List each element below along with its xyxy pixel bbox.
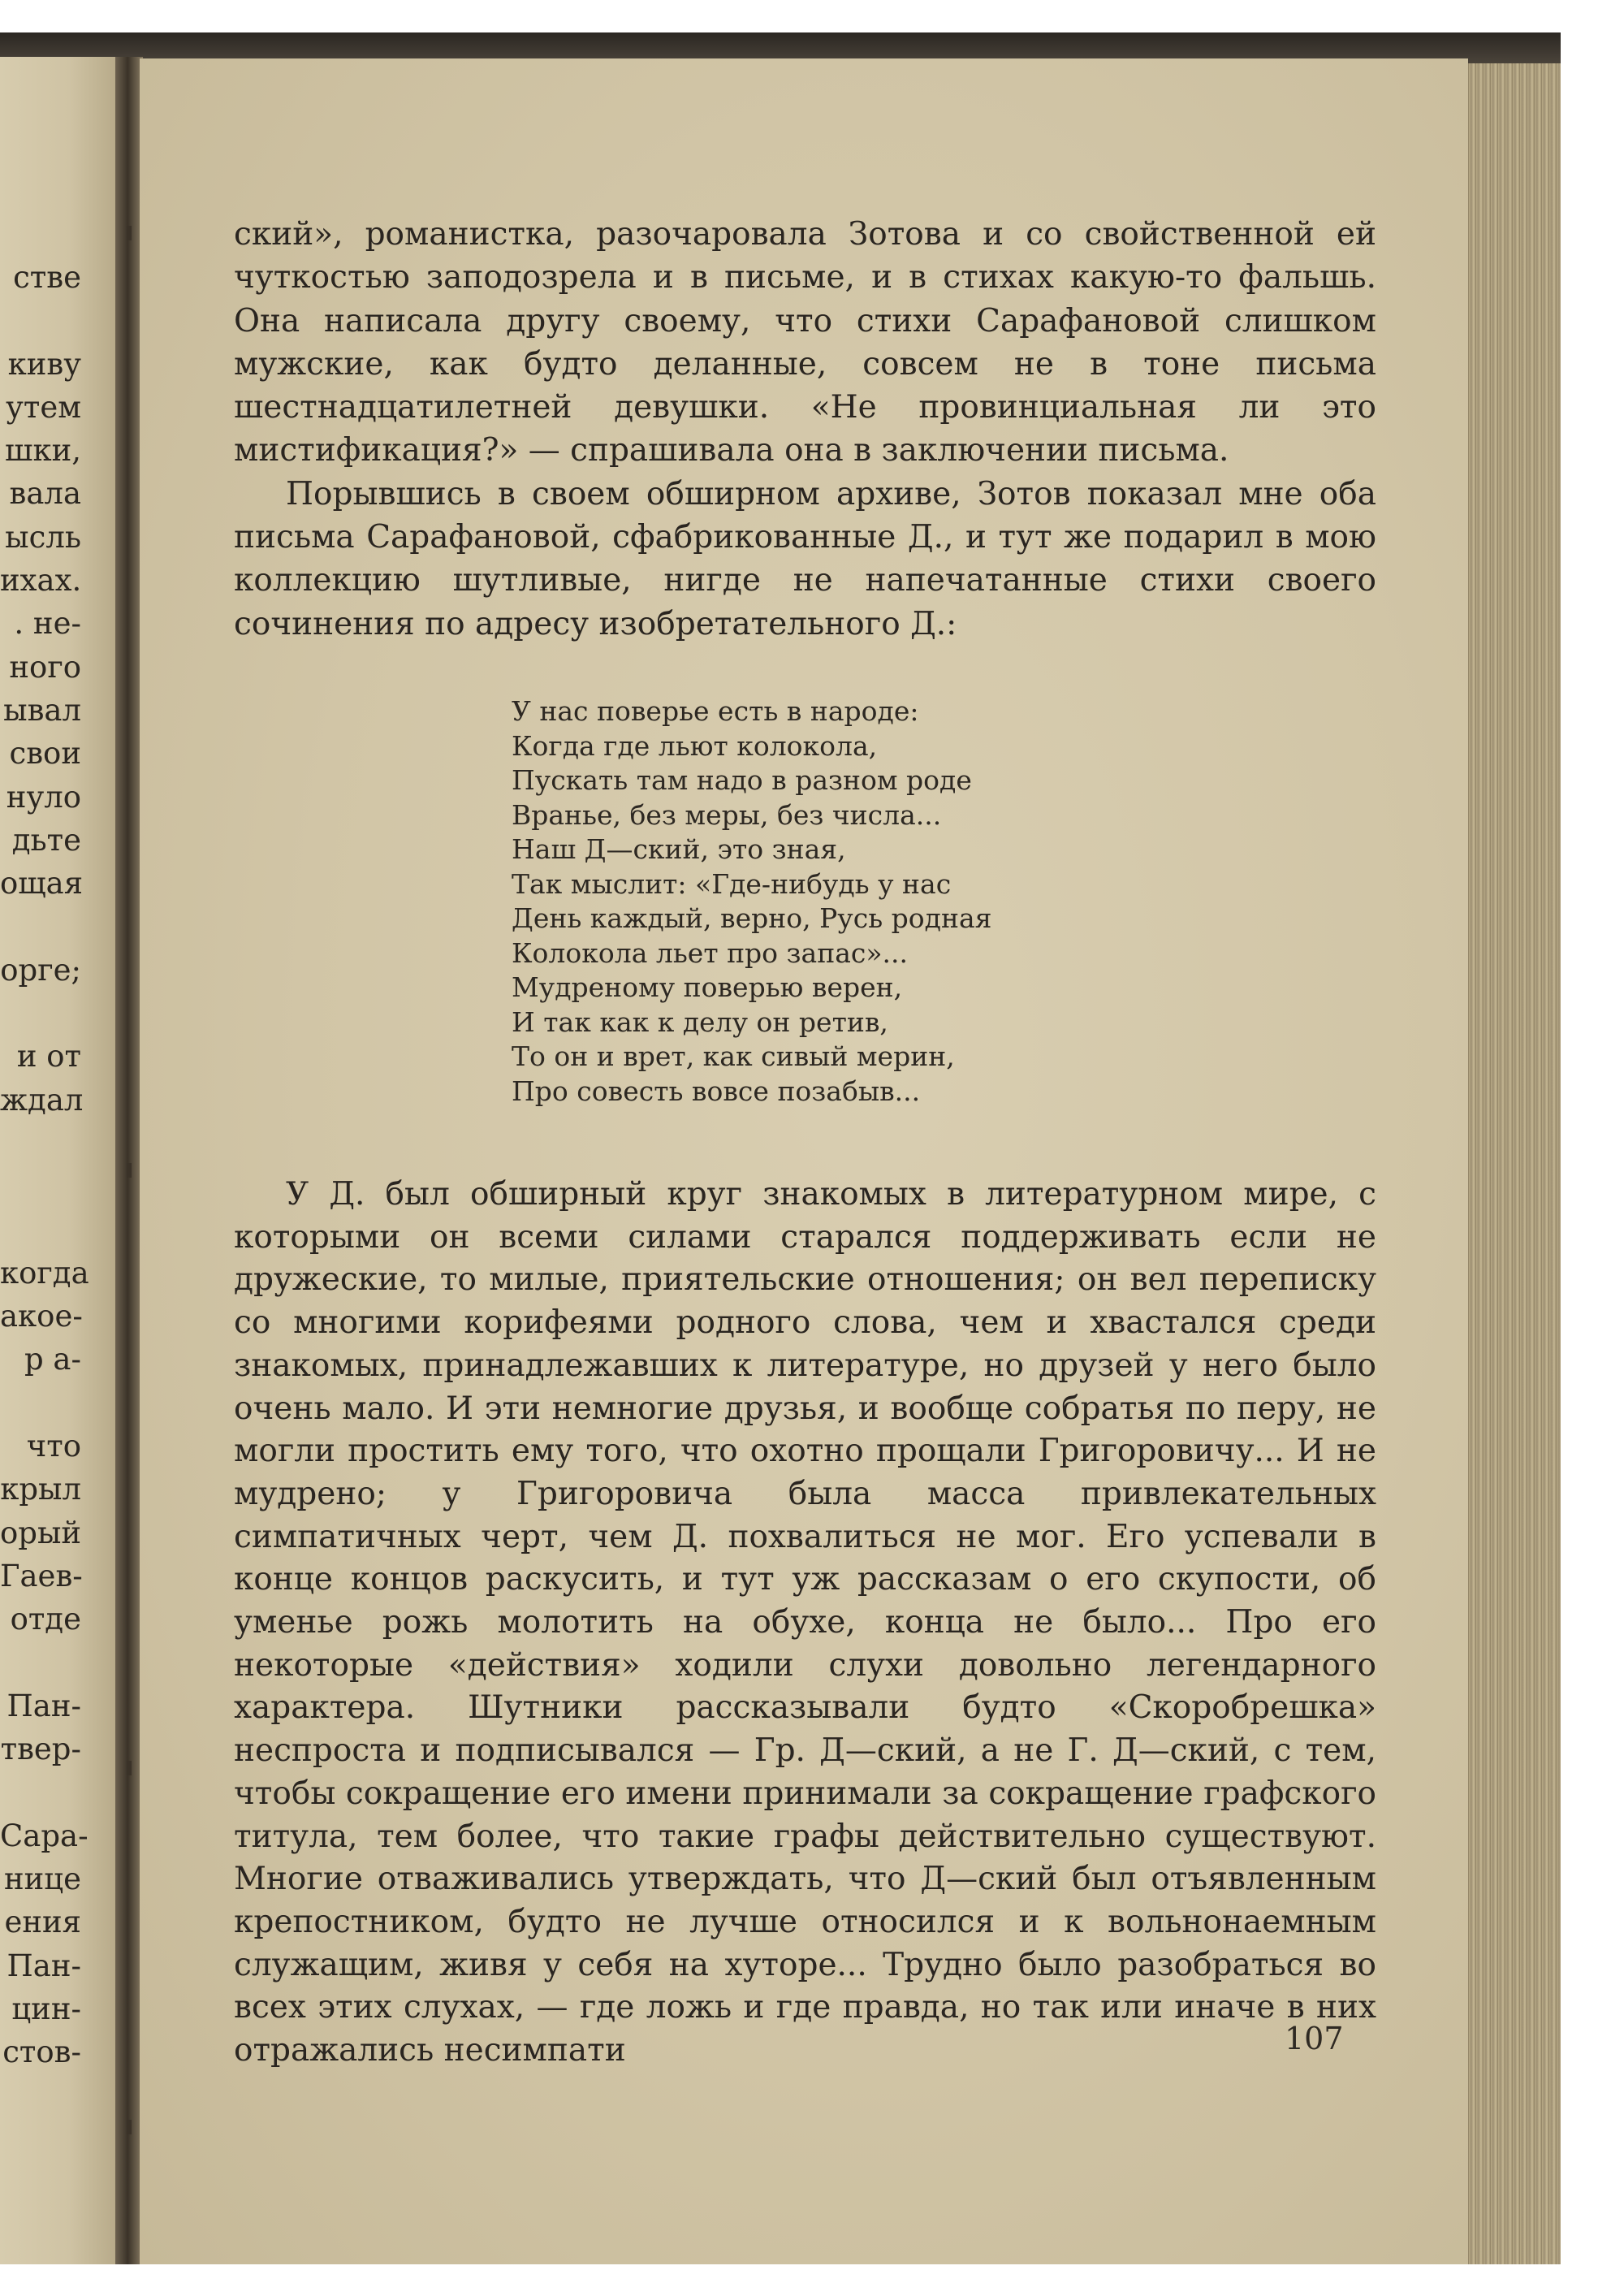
poem-line: Так мыслит: «Где-нибудь у нас <box>512 867 952 900</box>
left-page-fragment <box>0 1209 81 1252</box>
poem-line: Наш Д—ский, это зная, <box>512 833 846 865</box>
poem-line: Пускать там надо в разном роде <box>512 764 972 796</box>
left-page-fragment: Пан- <box>6 1688 81 1723</box>
left-page-fragment: Сара- <box>0 1818 89 1853</box>
poem <box>512 694 991 1109</box>
poem-line: Мудреному поверью верен, <box>512 971 903 1003</box>
left-page-fragment: Пан- <box>6 1948 81 1983</box>
left-page-fragment: киву <box>7 346 81 382</box>
left-page-fragment: нуло <box>6 779 81 815</box>
poem-line: Вранье, без меры, без числа... <box>512 798 942 831</box>
left-page-fragment: р а- <box>24 1342 81 1377</box>
binding-mark <box>127 2120 132 2134</box>
poem-line: У нас поверье есть в народе: <box>512 695 919 727</box>
poem-line: Про совесть вовсе позабыв... <box>512 1074 921 1107</box>
left-page-fragment: цин- <box>11 1991 81 2026</box>
poem-line: И так как к делу он ретив, <box>512 1005 888 1038</box>
left-page-fragment: стов- <box>2 2034 81 2070</box>
left-page-fragment: орый <box>0 1515 82 1550</box>
left-page-fragment <box>0 1641 81 1684</box>
left-page-fragment: ощая <box>0 866 84 902</box>
left-page-fragment: стве <box>13 260 81 295</box>
poem-line: Колокола льет про запас»... <box>512 936 909 969</box>
left-page-fragment: крыл <box>0 1472 81 1507</box>
left-page-fragment: . не- <box>14 606 81 642</box>
book-gutter <box>115 57 143 2264</box>
page-block-edges <box>1462 63 1561 2264</box>
main-text-top <box>234 213 1376 646</box>
left-page-fragment: Гаев- <box>0 1558 83 1593</box>
left-page-fragment: ения <box>4 1905 81 1940</box>
left-page-fragment: отде <box>10 1602 81 1637</box>
poem-line: То он и врет, как сивый мерин, <box>512 1040 955 1072</box>
poem-line: День каждый, верно, Русь родная <box>512 902 992 934</box>
left-page-fragment: нице <box>3 1861 81 1896</box>
left-page-fragment <box>0 992 81 1035</box>
left-page-fragment: шки, <box>5 433 81 469</box>
left-page-fragment: свои <box>9 736 81 772</box>
binding-mark <box>127 226 132 240</box>
poem-line: Когда где льют колокола, <box>512 729 878 762</box>
left-page-fragment: и от <box>16 1039 81 1074</box>
left-page-fragment: твер- <box>0 1732 81 1767</box>
left-page-fragment: ихах. <box>0 563 82 599</box>
left-page-fragment: что <box>26 1429 81 1464</box>
main-text-bottom <box>234 1174 1376 2073</box>
left-page-fragment <box>0 905 81 948</box>
paragraph-1: ский», романистка, разочаровала Зотова и со свойственной ей чуткостью заподозрела и в письме, и в стихах какую-то фальшь. Она написала другу своему, что стихи Сарафановой слишком мужские, как будто деланные, совсем не в тоне письма шестнадцатилетней девушки. «Не провинциальная ли это мистификация?» — спрашивала она в заключении письма. <box>234 216 1376 469</box>
left-page-fragment: утем <box>6 389 81 425</box>
left-page-fragment: вала <box>9 476 81 512</box>
left-page-fragment <box>0 1165 81 1208</box>
left-page-fragment <box>0 1771 81 1814</box>
left-page-fragment: ывал <box>3 692 81 728</box>
left-page-fragment: ысль <box>5 519 81 555</box>
binding-mark <box>127 1163 132 1178</box>
binding-mark <box>127 1761 132 1775</box>
paragraph-3: У Д. был обширный круг знакомых в литературном мире, с которыми он всеми силами старался поддерживать если не дружеские, то милые, приятельские отношения; он вел переписку со многими корифеями родного слова, чем и хвастался среди знакомых, принадлежавших к литературе, но друзей у него было очень мало. И эти немногие друзья, и вообще собратья по перу, не могли простить ему того, что охотно прощали Григоровичу... И не мудрено; у Григоровича была масса привлекательных симпатичных черт, чем Д. похвалиться не мог. Его успевали в конце концов раскусить, и тут уж рассказам о его скупости, об уменье рожь молотить на обухе, конца не было... Про его некоторые «действия» ходили слухи довольно легендарного характера. Шутники рассказывали будто «Скоробрешка» неспроста и подписывался — Гр. Д—ский, а не Г. Д—ский, с тем, чтобы сокращение его имени принимали за сокращение графского титула, тем более, что такие графы действительно существуют. Многие отваживались утверждать, что Д—ский был отъявленным крепостником, будто не лучше относился и к вольнонаемным служащим, живя у себя на хуторе... Трудно было разобраться во всех этих слухах, — где ложь и где правда, но так или иначе в них отражались несимпати <box>234 1176 1376 2069</box>
left-page-fragment <box>0 299 81 342</box>
left-page-fragment: орге; <box>0 952 81 988</box>
left-page <box>0 57 115 2264</box>
paragraph-2: Порывшись в своем обширном архиве, Зотов показал мне оба письма Сарафановой, сфабрикованные Д., и тут же подарил в мою коллекцию шутливые, нигде не напечатанные стихи своего сочинения по адресу изобретательного Д.: <box>234 475 1376 642</box>
page-number: 107 <box>1285 2021 1344 2056</box>
left-page-fragment: ного <box>9 649 81 685</box>
left-page-text-fragments <box>0 256 89 2073</box>
left-page-fragment: когда <box>0 1255 89 1291</box>
left-page-fragment <box>0 1122 81 1165</box>
left-page-fragment: акое- <box>0 1299 83 1334</box>
left-page-fragment: дьте <box>11 822 81 858</box>
left-page-fragment <box>0 1381 81 1425</box>
left-page-fragment: ждал <box>0 1082 84 1118</box>
